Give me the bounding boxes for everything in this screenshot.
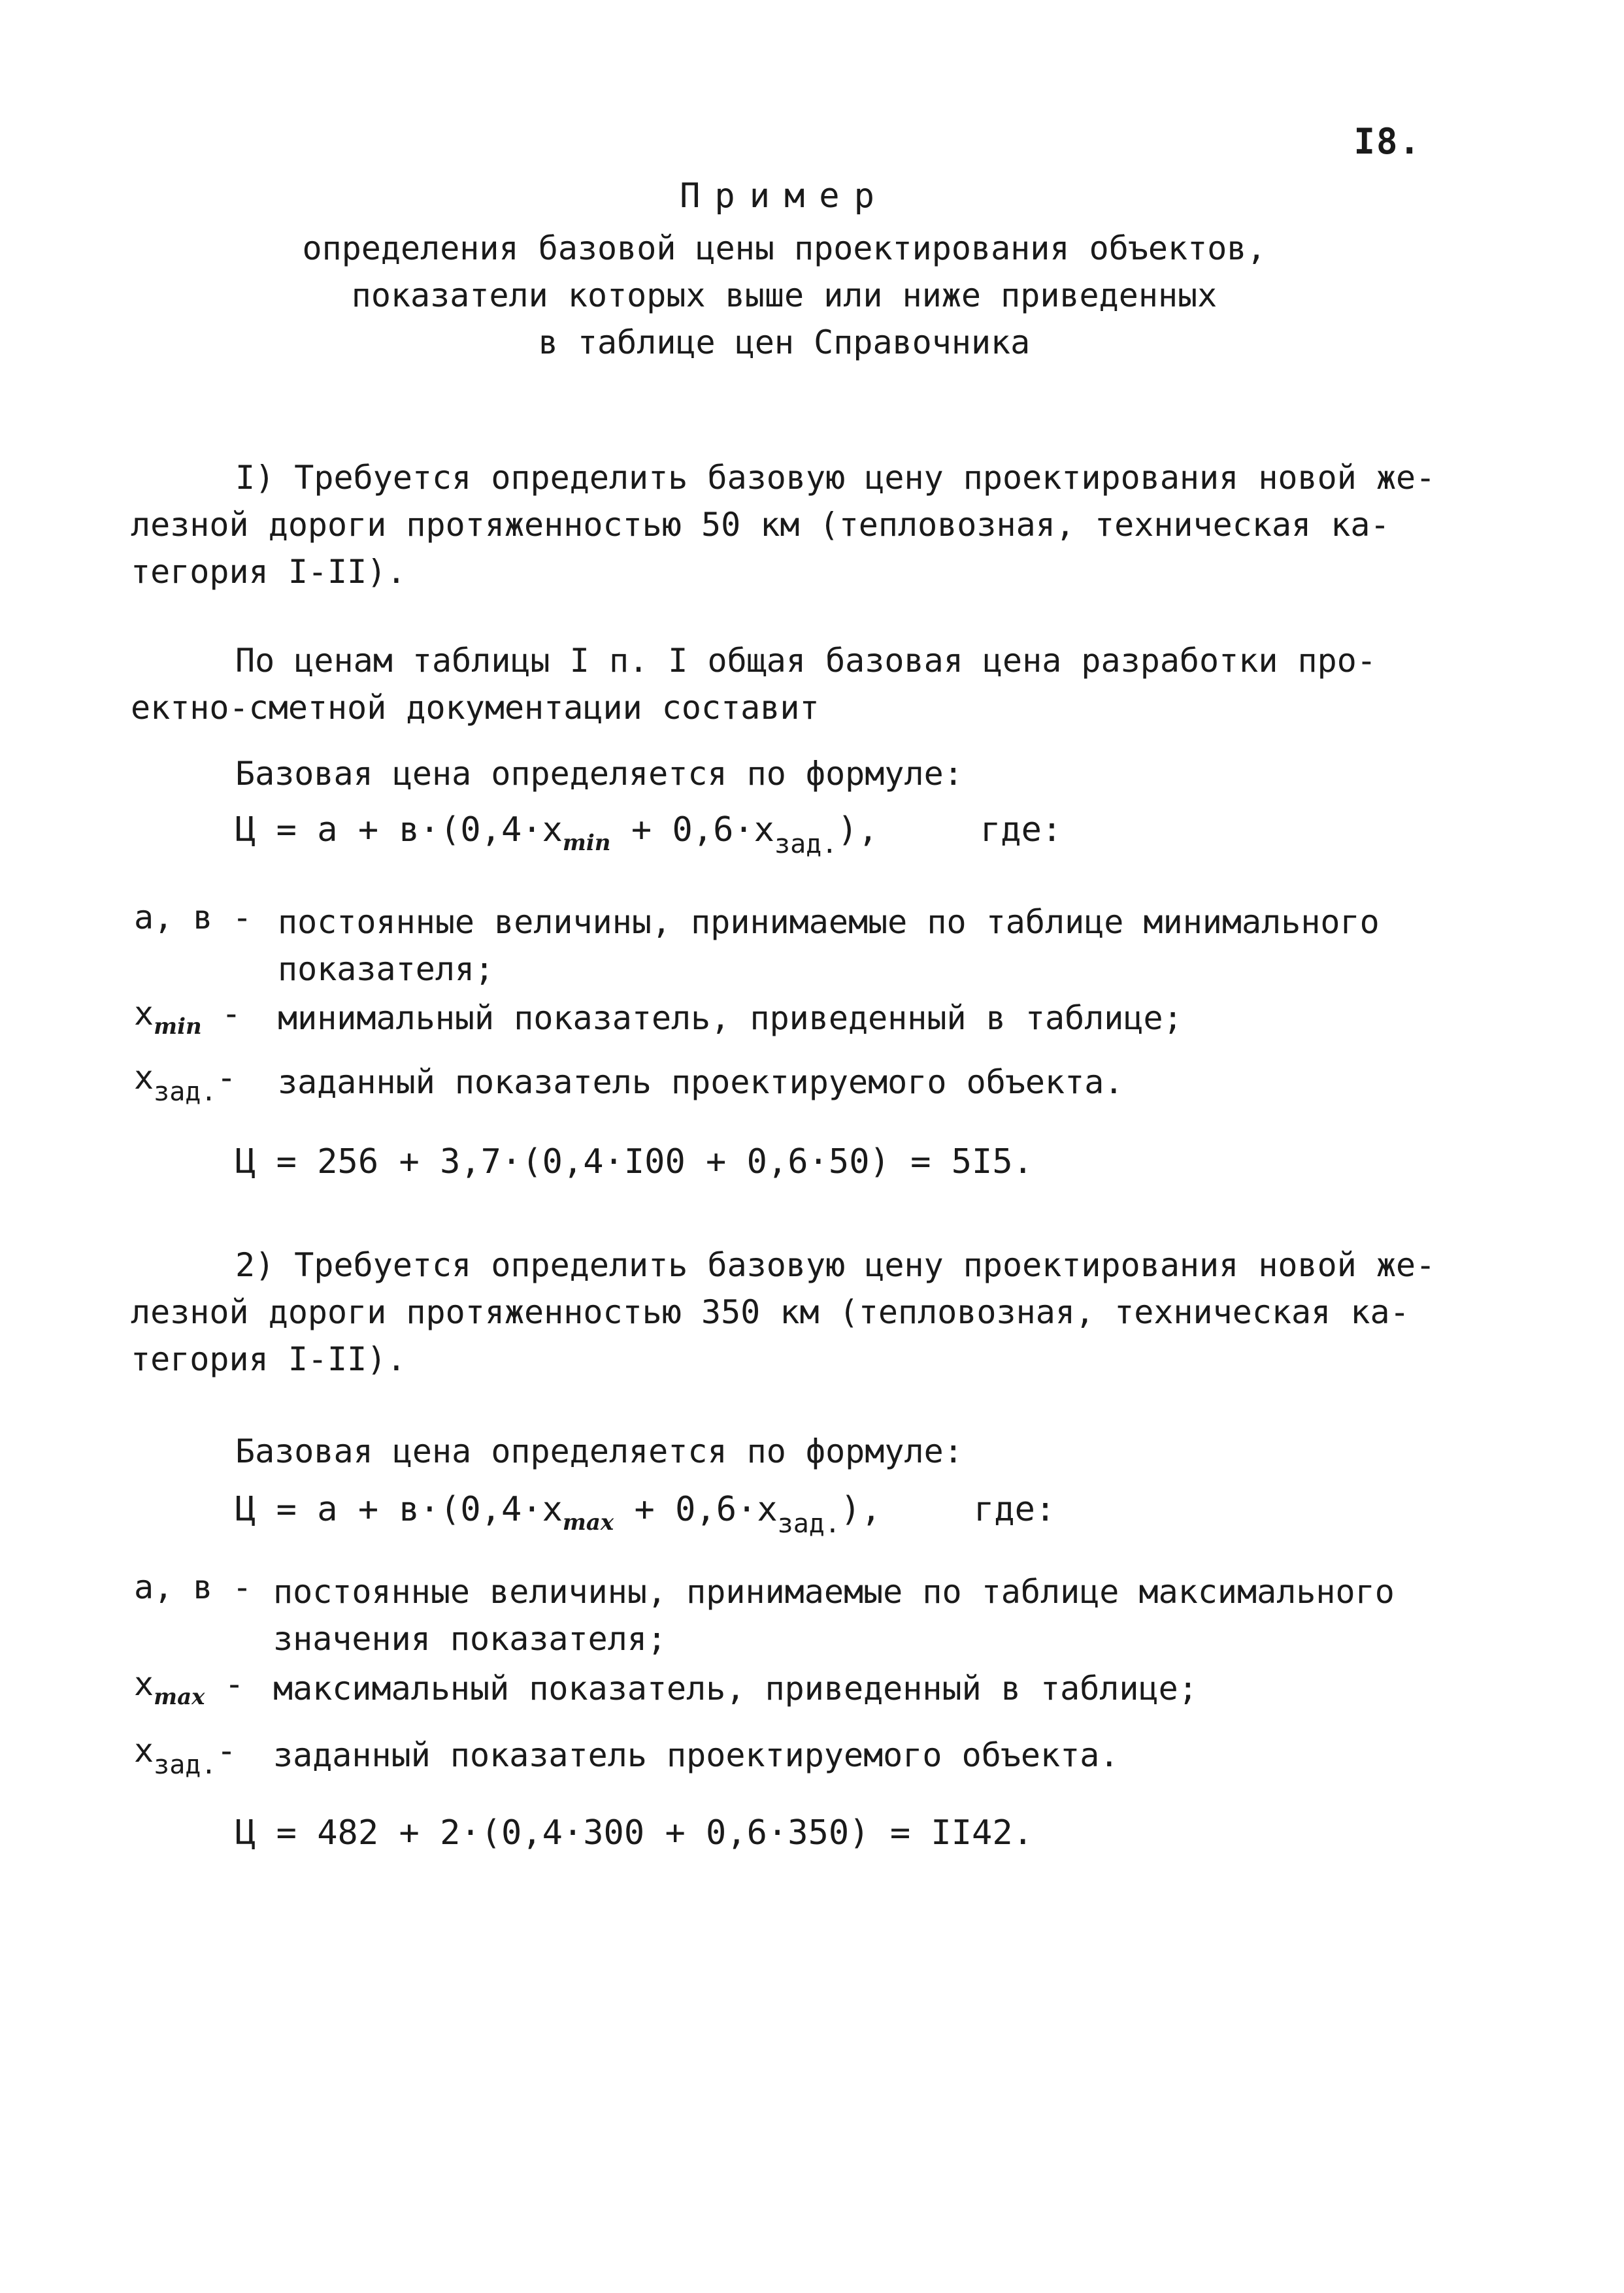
definition-text [278,899,1380,993]
text-line: 2) Требуется определить базовую цену проектирования новой же- [235,1246,1436,1284]
text-line: тегория I-II). [131,553,406,591]
text-line: лезной дороги протяженностью 350 км (тепловозная, техническая ка- [131,1293,1410,1331]
text-line: значения показателя; [273,1620,667,1658]
example2-task [131,1242,1436,1383]
page-number: I8. [1353,121,1421,162]
definition-term: $x_{min}$ - [134,995,241,1040]
title-heading: Пример [680,176,889,216]
definition-term: $x_{зад.}-$ [134,1059,237,1107]
text-line: ектно-сметной документации составит [131,689,820,727]
definition-text [273,1568,1395,1662]
example2-formula-intro: Базовая цена определяется по формуле: [235,1432,963,1470]
formula-lhs: Ц = а + в·(0,4·x [235,810,563,850]
example1-formula [235,810,878,859]
text-line: По ценам таблицы I п. I общая базовая цена разработки про- [235,642,1376,680]
definition-term: $x_{зад.}-$ [134,1732,237,1780]
formula-end: ), [840,1490,882,1529]
text-line: I) Требуется определить базовую цену проектирования новой же- [235,459,1436,497]
formula-end: ), [837,810,878,850]
formula-sub-max: max [562,1509,614,1536]
example1-note [131,637,1536,731]
example1-calculation: Ц = 256 + 3,7·(0,4·I00 + 0,6·50) = 5I5. [235,1142,1033,1181]
example2-calculation: Ц = 482 + 2·(0,4·300 + 0,6·350) = II42. [235,1813,1033,1853]
definition-term: $x_{max}$ - [134,1665,244,1710]
definition-term: а, в - [134,899,252,936]
title-line: показатели которых выше или ниже приведенных [351,276,1218,314]
title-line: в таблице цен Справочника [538,323,1031,361]
definition-text: минимальный показатель, приведенный в таблице; [278,999,1183,1037]
definition-term: а, в - [134,1568,252,1606]
example1-where: где: [980,810,1063,850]
formula-sub-min: min [562,830,611,856]
formula-mid: + 0,6·x [610,810,774,850]
text-line: показателя; [278,950,495,988]
formula-sub-given: зад. [774,829,838,859]
text-line: постоянные величины, принимаемые по таблице максимального [273,1573,1395,1611]
example2-where: где: [974,1490,1056,1529]
example2-formula [235,1490,882,1539]
definition-text: заданный показатель проектируемого объекта. [278,1063,1124,1101]
definition-text: максимальный показатель, приведенный в таблице; [273,1670,1198,1707]
title-block [0,176,1568,366]
text-line: тегория I-II). [131,1340,406,1378]
formula-mid: + 0,6·x [614,1490,778,1529]
formula-sub-given: зад. [777,1509,840,1539]
formula-lhs: Ц = а + в·(0,4·x [235,1490,563,1529]
text-line: постоянные величины, принимаемые по таблице минимального [278,903,1380,941]
text-line: лезной дороги протяженностью 50 км (тепловозная, техническая ка- [131,506,1390,544]
definition-text: заданный показатель проектируемого объекта. [273,1736,1119,1774]
title-line: определения базовой цены проектирования объектов, [302,229,1267,267]
example1-task [131,454,1436,595]
example1-formula-intro: Базовая цена определяется по формуле: [235,755,963,793]
